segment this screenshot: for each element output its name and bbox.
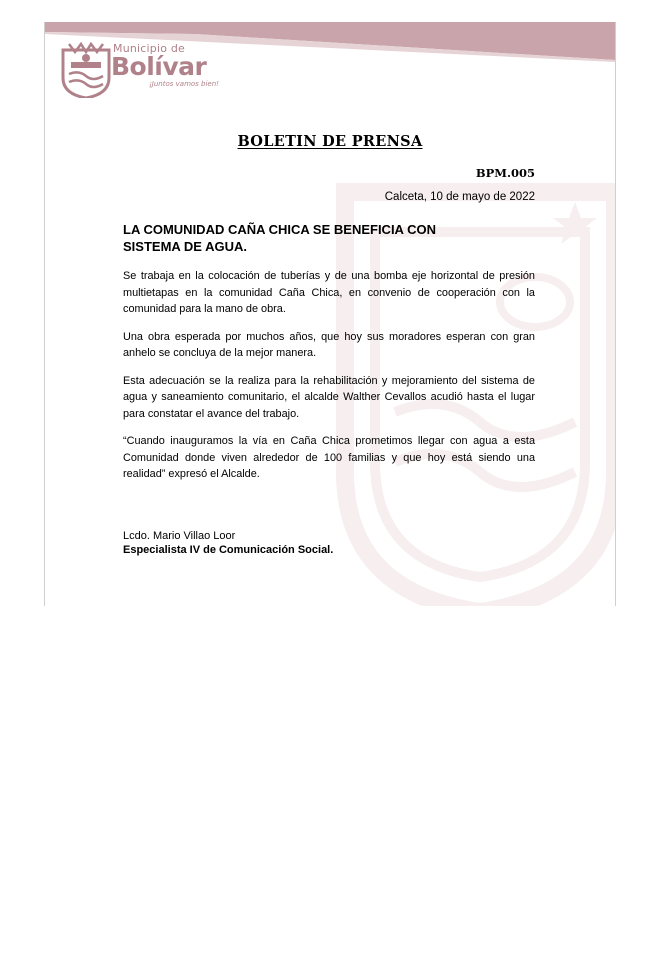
- document-page: [44, 22, 616, 606]
- logo-text-municipio: Municipio de: [113, 42, 186, 55]
- paragraph: Una obra esperada por muchos años, que hoy sus moradores esperan con gran anhelo se concluya de la mejor manera.: [123, 330, 535, 359]
- document-title: [45, 133, 615, 150]
- paragraph: Se trabaja en la colocación de tuberías y de una bomba eje horizontal de presión multietapas en la comunidad Caña Chica, en convenio de cooperación con la comunidad para la mano de obra.: [123, 270, 535, 315]
- paragraph: “Cuando inauguramos la vía en Caña Chica prometimos llegar con agua a esta Comunidad donde viven alrededor de 100 familias y que hoy está siendo una realidad” expresó el Alcalde.: [123, 435, 535, 480]
- signature-title: Especialista IV de Comunicación Social.: [123, 544, 334, 556]
- bulletin-reference: BPM.005: [475, 166, 535, 180]
- logo-text-bolivar: Bolívar: [111, 52, 207, 81]
- bulletin-headline: LA COMUNIDAD CAÑA CHICA SE BENEFICIA CON SISTEMA DE AGUA.: [123, 222, 436, 254]
- document-title-text: BOLETIN DE PRENSA: [237, 133, 423, 150]
- bulletin-body: [123, 268, 535, 494]
- paragraph: Esta adecuación se la realiza para la rehabilitación y mejoramiento del sistema de agua y saneamiento comunitario, el alcalde Walther Cevallos acudió hasta el lugar para constatar el avance del trabajo.: [123, 374, 535, 420]
- logo-tagline: ¡Juntos vamos bien!: [149, 80, 219, 88]
- signature-name: Lcdo. Mario Villao Loor: [123, 530, 236, 542]
- bulletin-date: Calceta, 10 de mayo de 2022: [384, 191, 535, 203]
